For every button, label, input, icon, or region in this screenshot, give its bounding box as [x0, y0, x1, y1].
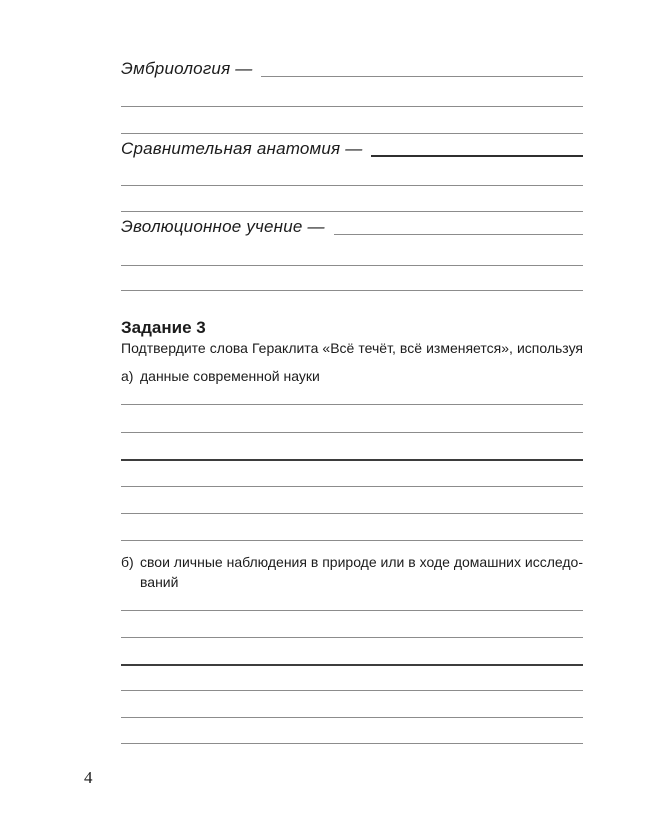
writing-line	[121, 690, 583, 691]
writing-line	[121, 185, 583, 186]
writing-line	[121, 133, 583, 134]
writing-line	[121, 106, 583, 107]
list-marker-b: б)	[121, 554, 134, 570]
list-item-b	[121, 552, 583, 572]
list-item-b-text-line1: свои личные наблюдения в природе или в ходе домашних исследо-	[140, 554, 583, 570]
writing-line	[121, 486, 583, 487]
answer-blank-line-dark	[371, 155, 583, 157]
term-row-comparative-anatomy	[121, 138, 583, 160]
answer-blank-line	[334, 234, 583, 235]
list-item-a	[121, 366, 583, 386]
term-label-comparative-anatomy: Сравнительная анатомия —	[121, 139, 363, 158]
answer-blank-line	[261, 76, 583, 77]
term-row-evolutionary-theory	[121, 216, 583, 238]
writing-line	[121, 743, 583, 744]
writing-line	[121, 432, 583, 433]
writing-line-dark	[121, 459, 583, 461]
writing-line	[121, 513, 583, 514]
writing-line	[121, 290, 583, 291]
writing-line	[121, 265, 583, 266]
task-heading: Задание 3	[121, 318, 206, 337]
list-item-a-text: данные современной науки	[140, 368, 320, 384]
term-label-embryology: Эмбриология —	[121, 59, 253, 78]
writing-line	[121, 404, 583, 405]
writing-line	[121, 540, 583, 541]
writing-line	[121, 637, 583, 638]
writing-line	[121, 610, 583, 611]
list-marker-a: а)	[121, 368, 134, 384]
page-number: 4	[84, 768, 93, 787]
term-label-evolutionary-theory: Эволюционное учение —	[121, 217, 325, 236]
term-row-embryology	[121, 58, 583, 80]
writing-line-dark	[121, 664, 583, 666]
writing-line	[121, 211, 583, 212]
writing-line	[121, 717, 583, 718]
list-item-b-text-line2: ваний	[140, 574, 179, 590]
task-intro: Подтвердите слова Гераклита «Всё течёт, всё изменяется», используя	[121, 340, 583, 356]
